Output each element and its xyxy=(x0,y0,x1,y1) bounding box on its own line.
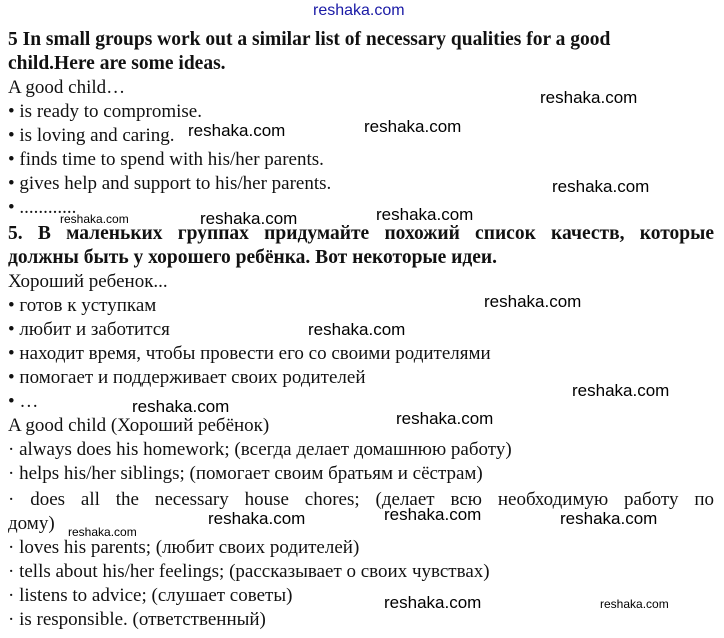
answer-item-continuation: дому) xyxy=(8,513,55,534)
watermark: reshaka.com xyxy=(200,209,298,228)
watermark: reshaka.com xyxy=(308,320,406,339)
watermark: reshaka.com xyxy=(572,381,670,400)
watermark: reshaka.com xyxy=(188,121,286,140)
english-intro: A good child… xyxy=(8,77,126,98)
russian-intro: Хороший ребенок... xyxy=(8,271,168,292)
russian-bullet: • находит время, чтобы провести его со своими родителями xyxy=(8,343,491,364)
russian-bullet: • готов к уступкам xyxy=(8,295,157,316)
watermark: reshaka.com xyxy=(540,88,638,107)
watermark: reshaka.com xyxy=(484,292,582,311)
watermark: reshaka.com xyxy=(132,397,230,416)
answer-item: · tells about his/her feelings; (рассказывает о своих чувствах) xyxy=(8,561,490,582)
answer-item: · always does his homework; (всегда делает домашнюю работу) xyxy=(8,439,512,460)
english-heading-line2: child.Here are some ideas. xyxy=(8,53,226,74)
answer-item: · loves his parents; (любит своих родителей) xyxy=(8,537,360,558)
watermark: reshaka.com xyxy=(60,212,129,226)
answer-intro: A good child (Хороший ребёнок) xyxy=(8,415,270,436)
watermark: reshaka.com xyxy=(364,117,462,136)
answer-item: · does all the necessary house chores; (делает всю необходимую работу по xyxy=(8,489,714,510)
russian-bullet: • помогает и поддерживает своих родителей xyxy=(8,367,366,388)
watermark: reshaka.com xyxy=(313,2,405,19)
answer-item: · listens to advice; (слушает советы) xyxy=(8,585,293,606)
watermark: reshaka.com xyxy=(552,177,650,196)
english-bullet: • is loving and caring. xyxy=(8,125,175,146)
watermark: reshaka.com xyxy=(384,505,482,524)
watermark: reshaka.com xyxy=(208,509,306,528)
watermark: reshaka.com xyxy=(396,409,494,428)
watermark: reshaka.com xyxy=(68,525,137,539)
english-heading-line1: 5 In small groups work out a similar list of necessary qualities for a good xyxy=(8,29,611,50)
russian-heading-line2: должны быть у хорошего ребёнка. Вот некоторые идеи. xyxy=(8,247,498,268)
english-bullet: • ............ xyxy=(8,197,77,218)
russian-bullet: • … xyxy=(8,391,39,412)
watermark: reshaka.com xyxy=(560,509,658,528)
english-bullet: • is ready to compromise. xyxy=(8,101,202,122)
english-bullet: • gives help and support to his/her parents. xyxy=(8,173,332,194)
answer-item: · is responsible. (ответственный) xyxy=(8,609,266,630)
english-bullet: • finds time to spend with his/her parents. xyxy=(8,149,324,170)
russian-bullet: • любит и заботится xyxy=(8,319,170,340)
watermark: reshaka.com xyxy=(600,597,669,611)
russian-heading-line1: 5. В маленьких группах придумайте похожий список качеств, которые xyxy=(8,223,714,244)
watermark: reshaka.com xyxy=(384,593,482,612)
answer-item: · helps his/her siblings; (помогает своим братьям и сёстрам) xyxy=(8,463,483,484)
watermark: reshaka.com xyxy=(376,205,474,224)
